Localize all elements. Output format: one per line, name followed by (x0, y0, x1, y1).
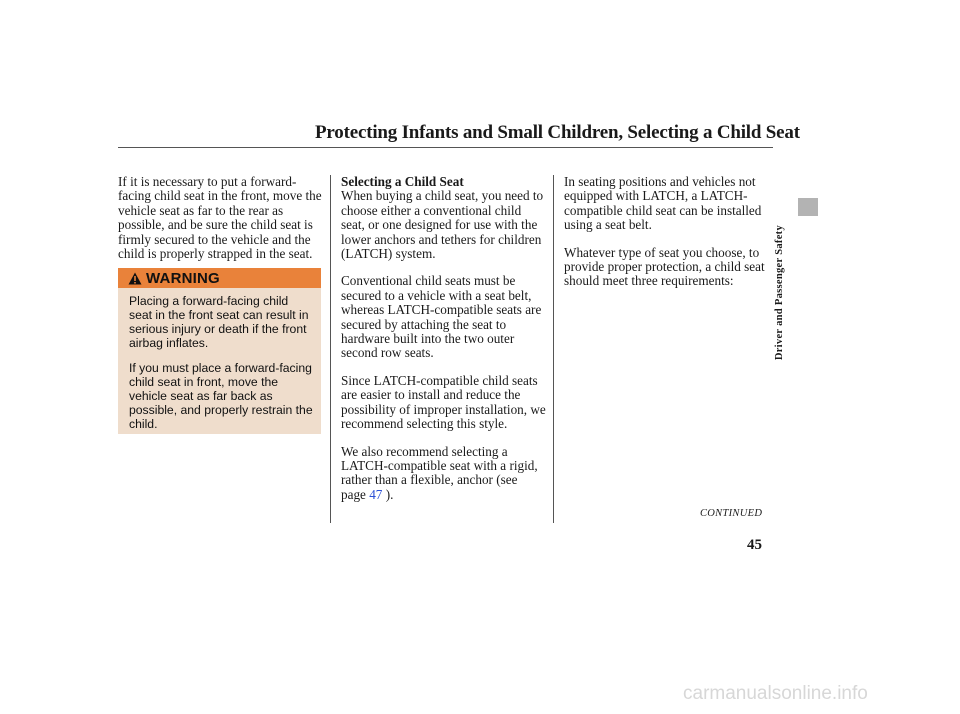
intro-paragraph: If it is necessary to put a forward-facing child seat in the front, move the vehicle seat as far to the rear as possible, and be sure the child seat is firmly secured to the vehicle and the child is properly strapped in the seat. (118, 174, 322, 262)
paragraph-text: We also recommend selecting a LATCH-compatible seat with a rigid, rather than a flexible, anchor (see page (341, 443, 538, 502)
column-2 (341, 175, 546, 515)
body-paragraph: Conventional child seats must be secured to a vehicle with a seat belt, whereas LATCH-compatible seats are secured by attaching the seat to hardware built into the two outer second row seats. (341, 273, 542, 361)
paragraph-text: ). (382, 486, 394, 502)
section-tab-marker (798, 198, 818, 216)
page-title: Protecting Infants and Small Children, Selecting a Child Seat (315, 122, 800, 143)
body-paragraph: Whatever type of seat you choose, to provide proper protection, a child seat should meet three requirements: (564, 244, 765, 289)
watermark: carmanualsonline.info (683, 683, 868, 704)
section-heading: Selecting a Child Seat (341, 174, 464, 189)
section-label-text: Driver and Passenger Safety (774, 225, 785, 361)
warning-banner (118, 268, 321, 288)
title-divider (118, 147, 773, 148)
section-side-label (774, 225, 802, 370)
warning-body (118, 288, 321, 431)
column-divider-right (553, 175, 554, 523)
warning-paragraph: Placing a forward-facing child seat in the front seat can result in serious injury or death if the front airbag inflates. (129, 294, 309, 350)
warning-box (118, 268, 321, 434)
warning-paragraph: If you must place a forward-facing child seat in front, move the vehicle seat as far back as possible, and properly restrain the child. (129, 361, 313, 431)
warning-label: WARNING (146, 269, 220, 287)
page-number: 45 (747, 537, 762, 553)
body-paragraph: Since LATCH-compatible child seats are easier to install and reduce the possibility of improper installation, we recommend selecting this style. (341, 372, 546, 432)
column-1 (118, 175, 328, 274)
body-paragraph: When buying a child seat, you need to choose either a conventional child seat, or one designed for use with the lower anchors and tethers for children (LATCH) system. (341, 188, 544, 262)
continued-label: CONTINUED (700, 508, 763, 519)
body-paragraph: In seating positions and vehicles not equipped with LATCH, a LATCH-compatible child seat can be installed using a seat belt. (564, 174, 762, 233)
page-reference-link[interactable]: 47 (369, 486, 383, 502)
column-3 (564, 175, 774, 302)
column-divider-left (330, 175, 331, 523)
warning-triangle-icon (128, 272, 142, 285)
body-paragraph (341, 445, 546, 503)
